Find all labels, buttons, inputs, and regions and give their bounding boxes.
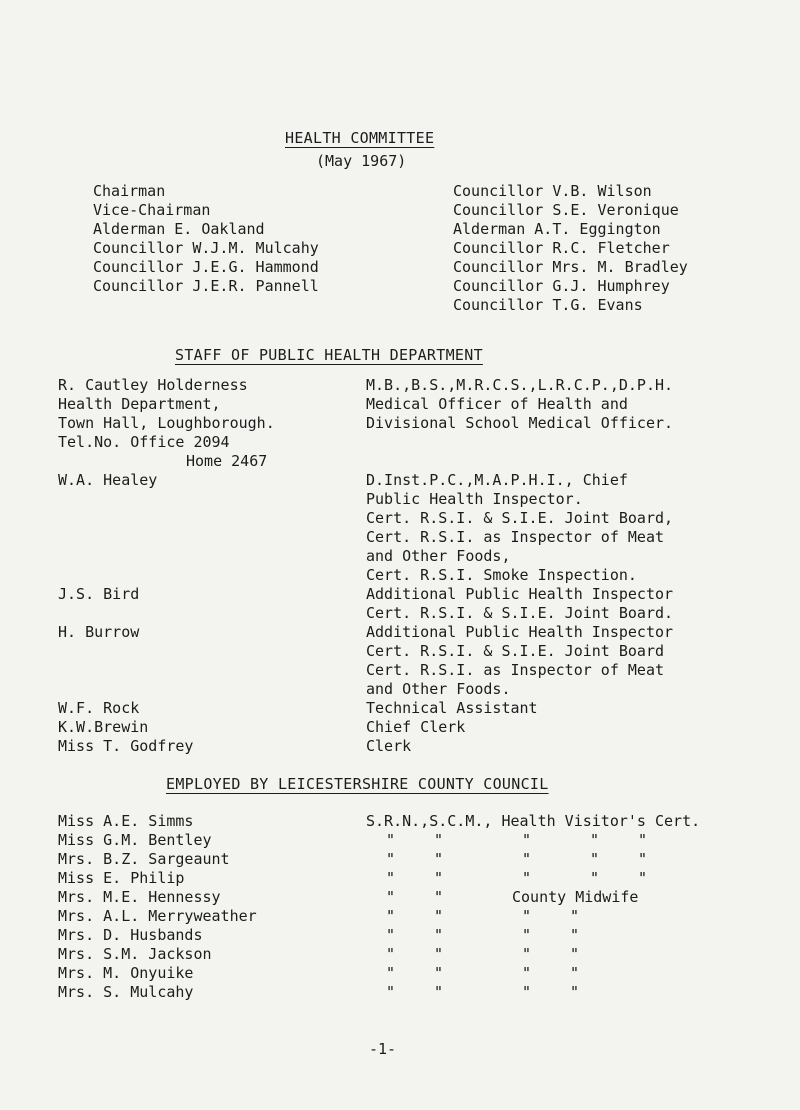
- employee-name: Mrs. S.M. Jackson: [58, 945, 212, 963]
- staff-name: K.W.Brewin: [58, 718, 149, 736]
- ditto-row: [366, 983, 700, 1002]
- ditto-mark: ": [386, 831, 396, 849]
- staff-name: W.A. Healey: [58, 471, 158, 489]
- committee-member: Councillor J.E.G. Hammond: [93, 258, 319, 276]
- ditto-mark: ": [570, 945, 580, 963]
- address-line: Tel.No. Office 2094: [58, 433, 230, 451]
- ditto-mark: ": [570, 983, 580, 1001]
- committee-member: Chairman: [93, 182, 166, 200]
- qual-line: Cert. R.S.I. as Inspector of Meat: [366, 661, 665, 679]
- ditto-row: [366, 850, 700, 869]
- page-number: -1-: [369, 1040, 397, 1058]
- committee-member: Councillor J.E.R. Pannell: [93, 277, 319, 295]
- committee-title: HEALTH COMMITTEE: [285, 129, 435, 147]
- ditto-mark: ": [386, 983, 396, 1001]
- healey-qualifications: [366, 471, 766, 585]
- ditto-mark: ": [386, 945, 396, 963]
- county-title: EMPLOYED BY LEICESTERSHIRE COUNTY COUNCIL: [166, 775, 549, 793]
- county-qualifications: [366, 812, 700, 1002]
- ditto-mark: ": [386, 850, 396, 868]
- employee-name: Mrs. D. Husbands: [58, 926, 203, 944]
- ditto-mark: ": [522, 945, 532, 963]
- qual-line: S.R.N.,S.C.M., Health Visitor's Cert.: [366, 812, 701, 830]
- county-names: [58, 812, 257, 1002]
- home-phone: Home 2467: [186, 452, 268, 470]
- ditto-mark: ": [590, 831, 600, 849]
- ditto-mark: ": [638, 869, 648, 887]
- employee-name: Mrs. M.E. Hennessy: [58, 888, 221, 906]
- ditto-mark: ": [434, 869, 444, 887]
- ditto-row: [366, 888, 700, 907]
- ditto-mark: ": [522, 831, 532, 849]
- ditto-mark: ": [522, 869, 532, 887]
- ditto-row: [366, 945, 700, 964]
- staff-role: Technical Assistant: [366, 699, 538, 717]
- ditto-row: [366, 926, 700, 945]
- ditto-mark: ": [434, 926, 444, 944]
- midwife-label: County Midwife: [512, 888, 639, 906]
- committee-member: Vice-Chairman: [93, 201, 211, 219]
- employee-name: Mrs. B.Z. Sargeaunt: [58, 850, 230, 868]
- qual-line: Cert. R.S.I. & S.I.E. Joint Board.: [366, 604, 674, 622]
- qual-line: M.B.,B.S.,M.R.C.S.,L.R.C.P.,D.P.H.: [366, 376, 674, 394]
- staff-title: STAFF OF PUBLIC HEALTH DEPARTMENT: [175, 346, 483, 364]
- moh-contact: [58, 376, 275, 471]
- qual-line: Cert. R.S.I. & S.I.E. Joint Board: [366, 642, 665, 660]
- ditto-mark: ": [638, 850, 648, 868]
- ditto-mark: ": [386, 869, 396, 887]
- ditto-row: [366, 907, 700, 926]
- ditto-row: [366, 831, 700, 850]
- staff-role: Chief Clerk: [366, 718, 466, 736]
- staff-name: R. Cautley Holderness: [58, 376, 248, 394]
- burrow-qualifications: [366, 623, 766, 699]
- qual-line: Medical Officer of Health and: [366, 395, 628, 413]
- employee-name: Miss E. Philip: [58, 869, 185, 887]
- ditto-mark: ": [386, 888, 396, 906]
- employee-name: Miss A.E. Simms: [58, 812, 194, 830]
- qual-line: and Other Foods.: [366, 680, 511, 698]
- ditto-mark: ": [638, 831, 648, 849]
- committee-left-list: [93, 182, 319, 296]
- committee-member: Councillor W.J.M. Mulcahy: [93, 239, 319, 257]
- ditto-mark: ": [522, 907, 532, 925]
- ditto-mark: ": [570, 964, 580, 982]
- other-staff-names: [58, 699, 193, 756]
- ditto-mark: ": [434, 964, 444, 982]
- qual-line: Additional Public Health Inspector: [366, 585, 674, 603]
- committee-member: Councillor R.C. Fletcher: [453, 239, 670, 257]
- bird-qualifications: [366, 585, 766, 623]
- ditto-mark: ": [522, 964, 532, 982]
- address-line: Health Department,: [58, 395, 221, 413]
- qual-line: Cert. R.S.I. Smoke Inspection.: [366, 566, 637, 584]
- qual-line: Cert. R.S.I. & S.I.E. Joint Board,: [366, 509, 674, 527]
- ditto-row: [366, 964, 700, 983]
- committee-member: Alderman E. Oakland: [93, 220, 265, 238]
- committee-member: Alderman A.T. Eggington: [453, 220, 661, 238]
- staff-role: Clerk: [366, 737, 412, 755]
- ditto-mark: ": [434, 850, 444, 868]
- staff-name: J.S. Bird: [58, 585, 140, 603]
- ditto-mark: ": [570, 926, 580, 944]
- ditto-mark: ": [434, 907, 444, 925]
- ditto-mark: ": [434, 888, 444, 906]
- committee-member: Councillor Mrs. M. Bradley: [453, 258, 688, 276]
- ditto-mark: ": [522, 983, 532, 1001]
- other-staff-roles: [366, 699, 538, 756]
- moh-qualifications: [366, 376, 766, 433]
- staff-name: H. Burrow: [58, 623, 140, 641]
- ditto-mark: ": [386, 964, 396, 982]
- address-line: Town Hall, Loughborough.: [58, 414, 275, 432]
- staff-name: W.F. Rock: [58, 699, 140, 717]
- ditto-mark: ": [434, 831, 444, 849]
- ditto-row: [366, 869, 700, 888]
- ditto-mark: ": [590, 850, 600, 868]
- ditto-mark: ": [570, 907, 580, 925]
- employee-name: Mrs. S. Mulcahy: [58, 983, 194, 1001]
- ditto-mark: ": [386, 926, 396, 944]
- committee-right-list: [453, 182, 688, 315]
- qual-line: D.Inst.P.C.,M.A.P.H.I., Chief: [366, 471, 628, 489]
- staff-name: Miss T. Godfrey: [58, 737, 194, 755]
- qual-line: Cert. R.S.I. as Inspector of Meat: [366, 528, 665, 546]
- committee-member: Councillor V.B. Wilson: [453, 182, 652, 200]
- employee-name: Mrs. M. Onyuike: [58, 964, 194, 982]
- committee-member: Councillor T.G. Evans: [453, 296, 643, 314]
- ditto-mark: ": [590, 869, 600, 887]
- committee-member: Councillor S.E. Veronique: [453, 201, 679, 219]
- ditto-mark: ": [386, 907, 396, 925]
- qual-line: Divisional School Medical Officer.: [366, 414, 674, 432]
- committee-date: (May 1967): [316, 152, 407, 170]
- ditto-mark: ": [434, 983, 444, 1001]
- employee-name: Mrs. A.L. Merryweather: [58, 907, 257, 925]
- committee-member: Councillor G.J. Humphrey: [453, 277, 670, 295]
- ditto-mark: ": [522, 850, 532, 868]
- qual-line: Additional Public Health Inspector: [366, 623, 674, 641]
- qual-line: Public Health Inspector.: [366, 490, 583, 508]
- qual-line: and Other Foods,: [366, 547, 511, 565]
- ditto-mark: ": [434, 945, 444, 963]
- ditto-mark: ": [522, 926, 532, 944]
- employee-name: Miss G.M. Bentley: [58, 831, 212, 849]
